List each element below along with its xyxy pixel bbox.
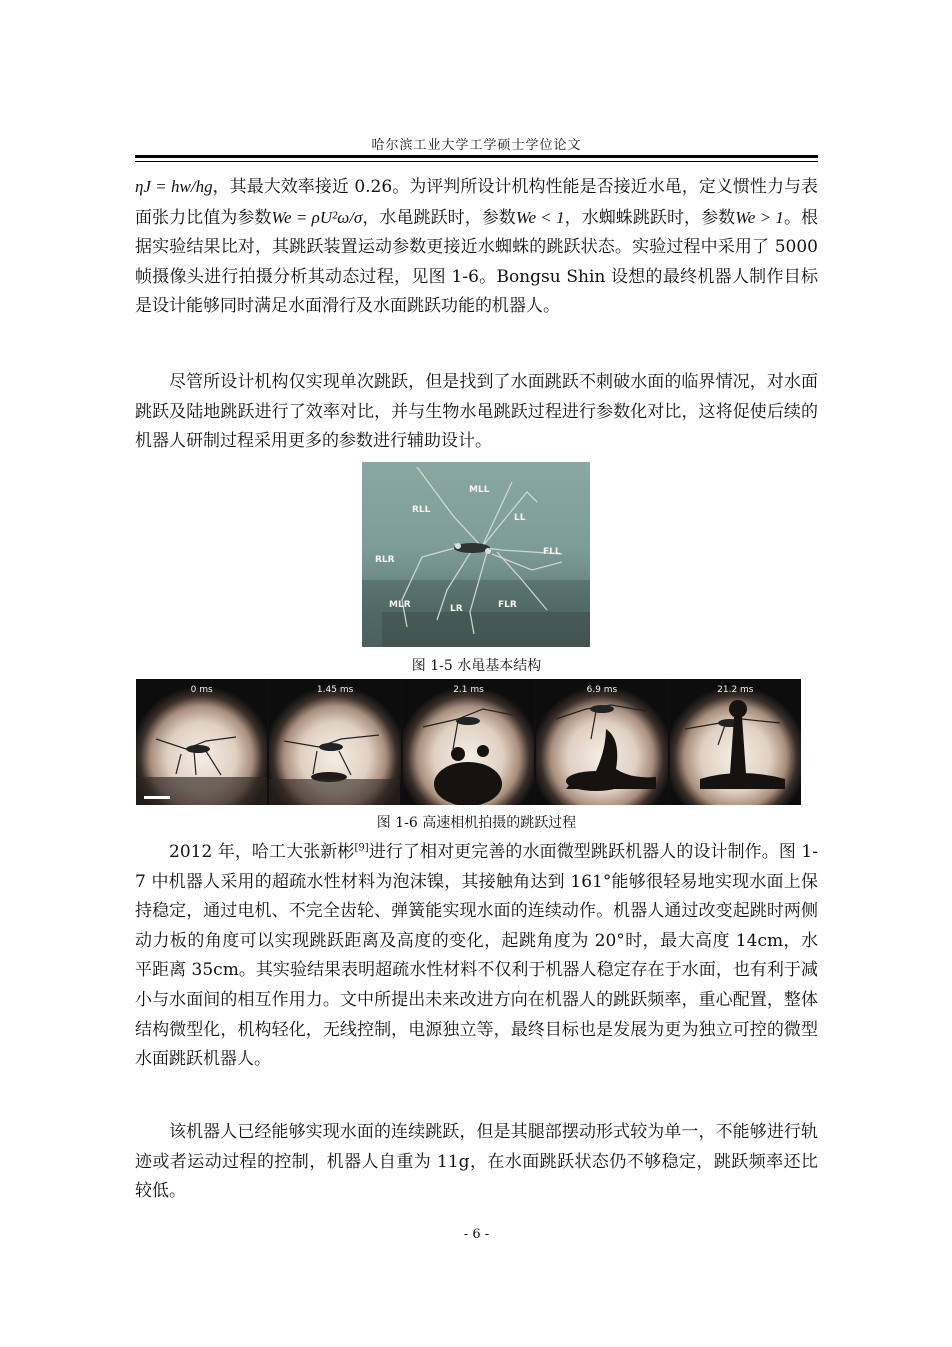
frame-4 [670,679,801,805]
para3-start: 2012 年，哈工大张新彬 [169,842,355,862]
frame-time-label: 1.45 ms [316,685,354,695]
para1-line2a: 惯性力与表面张力比值为参数 [135,177,819,228]
equation-we-lt: We < 1 [515,207,565,227]
header-rule-thick [135,155,818,158]
water-strider-image [362,462,590,647]
figure-1-6-caption: 图 1-6 高速相机拍摄的跳跃过程 [376,815,577,831]
frame-1 [269,679,400,805]
scale-bar [144,796,170,799]
label-rlr: RLR [375,555,395,565]
equation-we-gt: We > 1 [735,207,784,227]
frame-image [269,679,400,805]
figure-water-strider-structure [362,462,590,647]
paragraph-2: 尽管所设计机构仅实现单次跳跃，但是找到了水面跳跃不刺破水面的临界情况，对水面跳跃及陆地跳跃进行了效率对比，并与生物水黾跳跃过程进行参数化对比，这将促使后续的机器人研制过程采用更多的参数进行辅助设计。 [135,372,818,452]
figure-1-5-caption: 图 1-5 水黾基本结构 [411,658,542,674]
equation-efficiency: ηJ = hw/hg [135,177,213,196]
frame-2 [403,679,534,805]
frame-3 [536,679,667,805]
label-mll: MLL [469,485,490,495]
para1-line2b: ，水黾跳跃时，参数 [362,207,516,228]
frame-image [136,679,267,805]
paragraph-3 [135,838,818,1075]
frame-image [670,679,801,805]
para3-rest: 进行了相对更完善的水面微型跳跃机器人的设计制作。图 1-7 中机器人采用的超疏水性材料为泡沫镍，其接触角达到 161°能够很轻易地实现水面上保持稳定，通过电机、不完全齿轮、弹簧能实现水面的连续动作。机器人通过改变起跳时两侧动力板的角度可以实现跳跃距离及高度的变化，起跳角度为 20°时，最大高度 14cm，水平距离 35cm。其实验结果表明超疏水性材料不仅利于机器人稳定存在于水面，也有利于减小与水面间的相互作用力。文中所提出未来改进方向在机器人的跳跃频率，重心配置，整体结构微型化，机构轻化，无线控制，电源独立等，最终目标也是发展为更为独立可控的微型水面跳跃机器人。 [135,842,818,1070]
frame-image [403,679,534,805]
para1-line2c: ，水蜘蛛 [564,207,633,228]
frame-time-label: 6.9 ms [586,685,618,695]
label-flr: FLR [498,600,517,610]
label-rll: RLL [412,505,431,515]
header-rule-thin [135,161,818,162]
para1-line3a: 跳跃时，参数 [632,207,736,228]
equation-weber: We = ρU²ω/σ [271,207,363,227]
paragraph-1 [135,172,818,322]
frame-time-label: 0 ms [190,685,213,695]
frame-time-label: 2.1 ms [453,685,484,695]
label-lr: LR [450,604,463,614]
citation-ref[interactable]: [9] [354,842,369,854]
label-mlr: MLR [389,600,411,610]
para1-line1: ，其最大效率接近 0.26。为评判所设计机构性能是否接近水黾，定义 [212,177,733,197]
label-ll: LL [514,513,526,523]
frame-image [536,679,667,805]
page-number: - 6 - [463,1227,490,1242]
para1-rest: 。根据实验结果比对，其跳跃装置运动参数更接近水蜘蛛的跳跃状态。实验过程中采用了 5000 帧摄像头进行拍摄分析其动态过程，见图 1-6。Bongsu Shin 设想的最终机器人制作目标是设计能够同时满足水面滑行及水面跳跃功能的机器人。 [135,207,819,317]
running-header: 哈尔滨工业大学工学硕士学位论文 [371,138,582,153]
frame-0 [136,679,267,805]
frame-time-label: 21.2 ms [717,685,754,695]
label-fll: FLL [543,547,561,557]
paragraph-4: 该机器人已经能够实现水面的连续跳跃，但是其腿部摆动形式较为单一，不能够进行轨迹或者运动过程的控制，机器人自重为 11g，在水面跳跃状态仍不够稳定，跳跃频率还比较低。 [135,1122,818,1202]
figure-jump-sequence [136,679,801,805]
